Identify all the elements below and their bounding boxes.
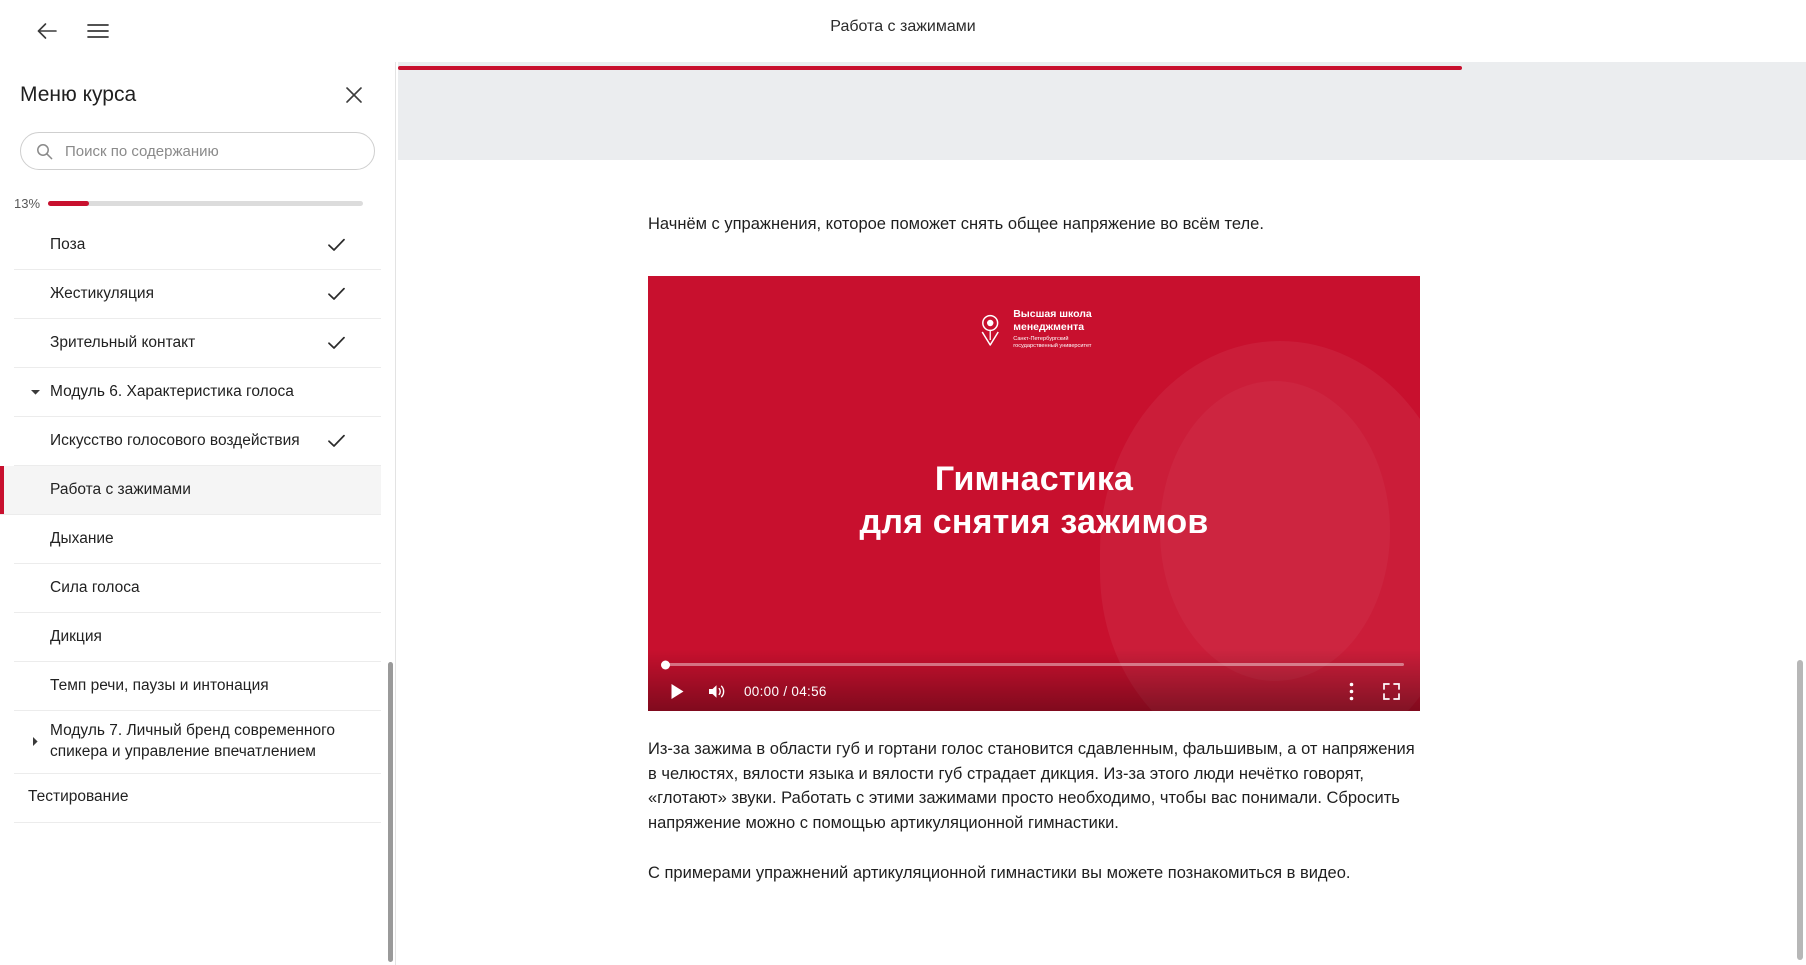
close-icon [344, 85, 364, 105]
course-progress [14, 196, 375, 211]
content-top-band [398, 62, 1806, 160]
sidebar-item-dikciya[interactable] [14, 613, 381, 662]
video-title-line-1: Гимнастика [934, 460, 1134, 499]
list-item-label: Работа с зажимами [50, 480, 191, 498]
fullscreen-button[interactable] [1378, 678, 1404, 704]
check-icon [327, 334, 345, 352]
logo-line-4: государственный университет [1013, 342, 1092, 349]
sidebar-scrollbar-thumb[interactable] [388, 662, 393, 962]
top-bar [0, 0, 1806, 62]
list-item-label: Дикция [50, 627, 102, 645]
video-seek-knob[interactable] [661, 660, 670, 669]
sidebar-item-rabota-s-zazhimami[interactable] [0, 466, 381, 515]
search-input[interactable] [63, 142, 360, 161]
progress-percent-label: 13% [14, 196, 41, 211]
crest-icon [976, 312, 1004, 346]
video-controls [648, 649, 1420, 711]
list-item-label: Тестирование [28, 788, 129, 806]
sidebar-item-dyhanie[interactable] [14, 515, 381, 564]
list-item-label: Модуль 6. Характеристика голоса [50, 382, 294, 400]
course-menu-list [0, 221, 395, 823]
check-icon [327, 236, 345, 254]
logo-line-3: Санкт-Петербургский [1013, 336, 1069, 343]
sidebar-item-zritelnyy-kontakt[interactable] [14, 319, 381, 368]
sidebar-item-testirovanie[interactable] [14, 774, 381, 823]
sidebar-module-7[interactable] [14, 711, 381, 774]
list-item-label: Зрительный контакт [50, 333, 196, 351]
sidebar-header [0, 62, 395, 128]
intro-paragraph: Начнём с упражнения, которое поможет снять общее напряжение во всём теле. [648, 215, 1264, 233]
logo-line-1: Высшая школа [1013, 308, 1092, 321]
content-scrollbar-thumb[interactable] [1797, 660, 1803, 960]
sidebar-title: Меню курса [20, 83, 137, 106]
list-item-label: Дыхание [50, 529, 114, 547]
progress-track [48, 201, 363, 206]
volume-icon [707, 683, 727, 700]
video-title [648, 458, 1420, 543]
video-title-line-2: для снятия зажимов [859, 502, 1209, 541]
video-seek-bar[interactable] [664, 663, 1404, 666]
sidebar-item-zhestikulyaciya[interactable] [14, 270, 381, 319]
search-icon [35, 142, 53, 160]
course-menu-sidebar [0, 62, 396, 965]
volume-button[interactable] [704, 678, 730, 704]
list-item-label: Модуль 7. Личный бренд современного спикера и управление впечатлением [50, 722, 336, 760]
list-item-label: Поза [50, 235, 86, 253]
sidebar-module-6[interactable] [14, 368, 381, 417]
page-title: Работа с зажимами [830, 18, 976, 35]
close-sidebar-button[interactable] [341, 82, 367, 108]
sidebar-item-iskusstvo-golosovogo-vozdeystviya[interactable] [14, 417, 381, 466]
sidebar-item-poza[interactable] [14, 221, 381, 270]
list-item-label: Сила голоса [50, 578, 140, 596]
play-icon [670, 683, 685, 700]
more-options-button[interactable] [1338, 678, 1364, 704]
check-icon [327, 432, 345, 450]
body-paragraph-2: Из-за зажима в области губ и гортани голос становится сдавленным, фальшивым, а от напряжения в челюстях, вялости языка и вялости губ страдает дикция. Из-за этого люди нечётко говорят, «глотают» звуки. Работать с этими зажимами просто необходимо, чтобы вас понимали. Сбросить напряжение можно с помощью артикуляционной гимнастики. [648, 740, 1415, 832]
list-item-label: Жестикуляция [50, 284, 154, 302]
list-item-label: Искусство голосового воздействия [50, 431, 300, 449]
sidebar-item-sila-golosa[interactable] [14, 564, 381, 613]
chevron-down-icon [28, 385, 42, 399]
body-paragraph-3: С примерами упражнений артикуляционной гимнастики вы можете познакомиться в видео. [648, 864, 1351, 883]
video-player[interactable] [648, 276, 1420, 711]
sidebar-scrollbar-track[interactable] [389, 62, 394, 965]
fullscreen-icon [1383, 683, 1400, 700]
gsom-logo [976, 308, 1092, 349]
kebab-menu-icon [1349, 682, 1354, 701]
sidebar-item-temp-rechi[interactable] [14, 662, 381, 711]
play-button[interactable] [664, 678, 690, 704]
lesson-progress-bar [398, 66, 1462, 70]
check-icon [327, 285, 345, 303]
list-item-label: Темп речи, паузы и интонация [50, 676, 269, 694]
progress-fill [48, 201, 89, 206]
lesson-content [398, 160, 1806, 965]
chevron-right-icon [28, 735, 42, 749]
logo-line-2: менеджмента [1013, 320, 1085, 333]
search-box[interactable] [20, 132, 375, 170]
video-time-display: 00:00 / 04:56 [744, 683, 827, 699]
